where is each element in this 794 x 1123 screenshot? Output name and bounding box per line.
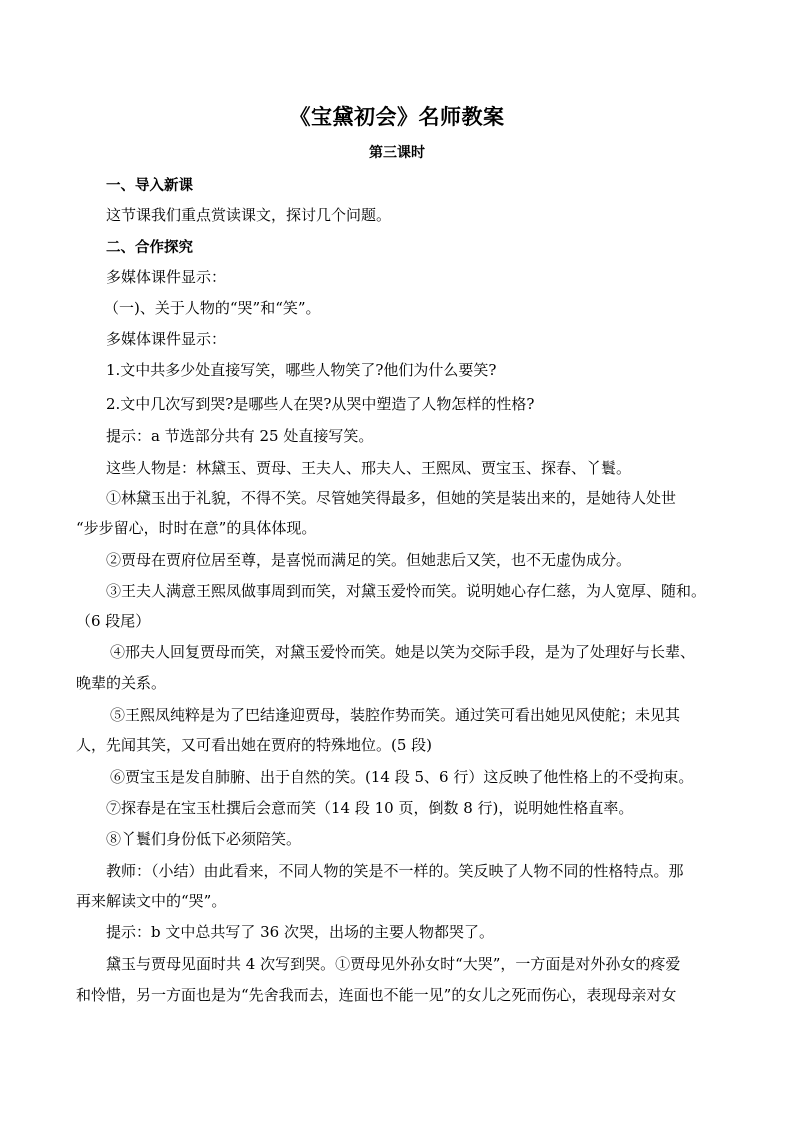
lesson-subtitle: 第三课时 (369, 145, 425, 161)
paragraph-line: （一)、关于人物的“哭”和“笑”。 (104, 299, 321, 317)
paragraph-line: ⑥贾宝玉是发自肺腑、出于自然的笑。(14 段 5、6 行）这反映了他性格上的不受拘束。 (110, 768, 694, 786)
paragraph-line: 和怜惜，另一方面也是为“先舍我而去，连面也不能一见”的女儿之死而伤心，表现母亲对女 (76, 986, 677, 1004)
paragraph-line: ⑧丫鬟们身份低下必须陪笑。 (106, 830, 302, 848)
paragraph-line: ①林黛玉出于礼貌，不得不笑。尽管她笑得最多，但她的笑是装出来的，是她待人处世 (106, 489, 677, 507)
paragraph-line: 多媒体课件显示： (106, 268, 227, 286)
section-heading-intro: 一、导入新课 (106, 177, 193, 194)
paragraph-line: 黛玉与贾母见面时共 4 次写到哭。①贾母见外孙女时“大哭”，一方面是对外孙女的疼爱 (106, 955, 681, 973)
paragraph-line: 再来解读文中的“哭”。 (76, 892, 227, 910)
paragraph-line: 晚辈的关系。 (76, 674, 167, 692)
document-title: 《宝黛初会》名师教案 (289, 104, 505, 129)
paragraph-line: ⑦探春是在宝玉杜撰后会意而笑（14 段 10 页，倒数 8 行)，说明她性格直率。 (106, 799, 634, 817)
paragraph-line: 人，先闻其笑，又可看出她在贾府的特殊地位。(5 段) (76, 736, 433, 754)
paragraph-line: 这节课我们重点赏读课文，探讨几个问题。 (106, 206, 392, 224)
paragraph-line: ③王夫人满意王熙凤做事周到而笑，对黛玉爱怜而笑。说明她心存仁慈，为人宽厚、随和。 (106, 582, 707, 600)
paragraph-line: ⑤王熙凤纯粹是为了巴结逢迎贾母，装腔作势而笑。通过笑可看出她见风使舵；未见其 (110, 706, 681, 724)
paragraph-line: 教师：（小结）由此看来，不同人物的笑是不一样的。笑反映了人物不同的性格特点。那 (106, 862, 684, 880)
hint-line: 提示：b 文中总共写了 36 次哭，出场的主要人物都哭了。 (106, 923, 494, 941)
paragraph-line: 多媒体课件显示： (106, 330, 227, 348)
hint-line: 提示：a 节选部分共有 25 处直接写笑。 (106, 427, 374, 445)
question-line: 2.文中几次写到哭?是哪些人在哭?从哭中塑造了人物怎样的性格? (106, 395, 535, 413)
paragraph-line: ④邢夫人回复贾母而笑，对黛玉爱怜而笑。她是以笑为交际手段，是为了处理好与长辈、 (110, 643, 696, 661)
paragraph-line: “步步留心，时时在意”的具体体现。 (76, 519, 317, 537)
paragraph-line: （6 段尾） (76, 612, 151, 630)
section-heading-explore: 二、合作探究 (106, 239, 193, 256)
paragraph-line: ②贾母在贾府位居至尊，是喜悦而满足的笑。但她悲后又笑，也不无虚伪成分。 (106, 551, 632, 569)
paragraph-line: 这些人物是：林黛玉、贾母、王夫人、邢夫人、王熙凤、贾宝玉、探春、丫鬟。 (106, 459, 632, 477)
question-line: 1.文中共多少处直接写笑，哪些人物笑了?他们为什么要笑? (106, 361, 497, 379)
